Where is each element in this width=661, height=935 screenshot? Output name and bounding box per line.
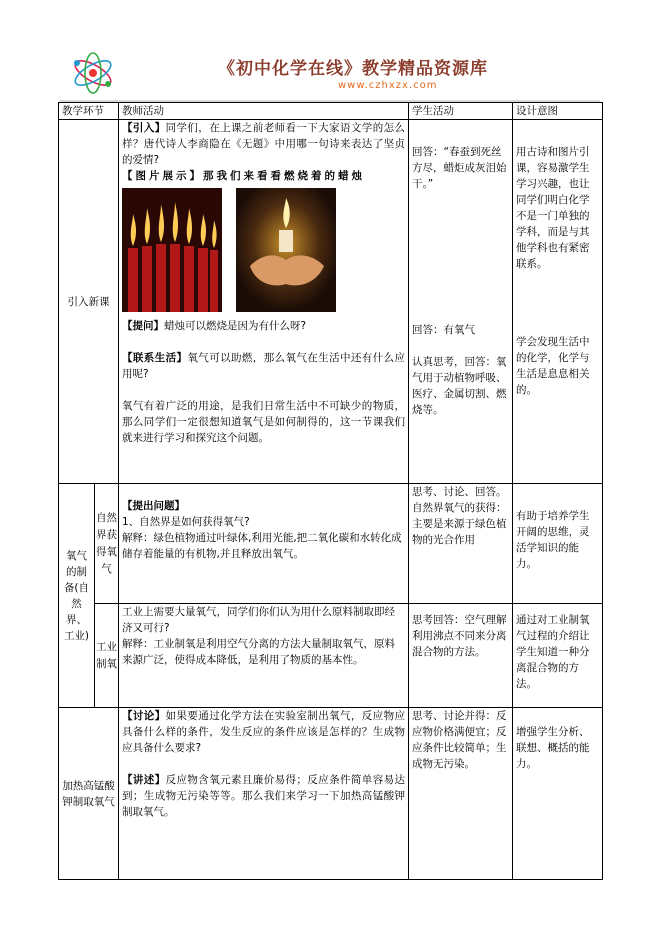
teacher-activity-cell [119,484,409,604]
intent-intro: 用古诗和图片引课，容易激学生学习兴趣，也让同学们明白化学不是一门单独的学科，而是与其他学科也有紧密联系。 [516,146,590,270]
header-banner [68,48,598,98]
student-activity-cell: 思考、讨论并得：反应物价格满便宜；反应条件比较简单；生成物无污染。 [409,708,513,880]
teacher-activity-cell [119,708,409,880]
intro-paragraph: 【引入】同学们，在上课之前老师看一下大家语文学的怎么样？唐代诗人李商隐在《无题》中用哪一句诗来表达了坚贞的爱情? [122,122,406,166]
design-intent-cell [513,120,603,484]
table-header-row [59,103,603,120]
question-text: 工业上需要大量氧气，同学们你们认为用什么原料制取即经济又可行? [122,606,395,634]
design-intent-cell [513,708,603,880]
picture-show-paragraph: 【图片展示】那我们来看看燃烧着的蜡烛 [122,170,365,182]
student-activity-cell [409,604,513,708]
table-row [59,604,603,708]
col-header-teacher: 教师活动 [119,103,409,120]
candles-photo-icon [122,188,222,312]
site-url: www.czhxzx.com [338,80,438,91]
intent-text: 有助于培养学生开阔的思维，灵活学知识的能力。 [516,510,590,570]
sub-stage-cell: 工业制氧 [95,604,119,708]
table-row [59,484,603,604]
student-answer-poem: 回答：“春蚕到死丝方尽，蜡炬成灰泪始干。” [412,146,507,190]
table-row [59,120,603,484]
design-intent-cell [513,484,603,604]
intent-text: 增强学生分析、联想、概括的能力。 [516,726,590,770]
teacher-activity-cell [119,120,409,484]
student-activity-cell [409,120,513,484]
molecule-logo-icon [68,50,118,96]
student-answer-oxygen: 回答：有氧气 [412,324,475,336]
student-answer-uses: 认真思考，回答：氧气用于动植物呼吸、医疗、金属切割、燃烧等。 [412,356,507,416]
design-intent-cell [513,604,603,708]
discussion-paragraph: 【讨论】如果要通过化学方法在实验室制出氧气，反应物应具备什么样的条件，发生反应的条件应该是怎样的？生成物应具备什么要求? [122,710,406,754]
intent-life: 学会发现生活中的化学，化学与生活是息息相关的。 [516,336,590,396]
lesson-plan-table [58,102,603,880]
col-header-intent: 设计意图 [513,103,603,120]
life-link-paragraph: 【联系生活】氧气可以助燃，那么氧气在生活中还有什么应用呢? [122,352,406,380]
question-paragraph: 【提问】蜡烛可以燃烧是因为有什么呀? [122,320,307,332]
stage-cell: 引入新课 [59,120,119,484]
table-row [59,708,603,880]
candle-photos [122,188,405,312]
explanation-text: 解释：绿色植物通过叶绿体,利用光能,把二氧化碳和水转化成储存着能量的有机物,并且释放出氧气。 [122,532,402,560]
student-activity-cell: 思考、讨论、回答。自然界氧气的获得：主要是来源于绿色植物的光合作用 [409,484,513,604]
col-header-stage: 教学环节 [59,103,119,120]
student-answer: 思考回答：空气理解利用沸点不同来分离混合物的方法。 [412,614,507,658]
intent-text: 通过对工业制氧气过程的介绍让学生知道一种分离混合物的方法。 [516,614,590,690]
candle-in-hands-photo-icon [236,188,336,312]
site-title: 《初中化学在线》教学精品资源库 [218,59,488,79]
transition-paragraph: 氧气有着广泛的用途，是我们日常生活中不可缺少的物质，那么同学们一定很想知道氧气是如何制得的，这一节课我们就来进行学习和探究这个问题。 [122,400,405,444]
raise-question-tag: 【提出问题】 [122,500,185,512]
stage-cell: 加热高锰酸钾制取氧气 [59,708,119,880]
stage-cell: 氧气的制备(自然界、工业) [59,484,95,708]
question-text: 1、自然界是如何获得氧气? [122,516,250,528]
sub-stage-cell: 自然界获得氧气 [95,484,119,604]
explanation-text: 解释：工业制氧是利用空气分离的方法大量制取氧气，原料来源广泛，使得成本降低，是利用了物质的基本性。 [122,638,395,666]
teacher-activity-cell [119,604,409,708]
col-header-student: 学生活动 [409,103,513,120]
narration-paragraph: 【讲述】反应物含氧元素且廉价易得；反应条件简单容易达到；生成物无污染等等。那么我们来学习一下加热高锰酸钾制取氧气。 [122,774,406,818]
